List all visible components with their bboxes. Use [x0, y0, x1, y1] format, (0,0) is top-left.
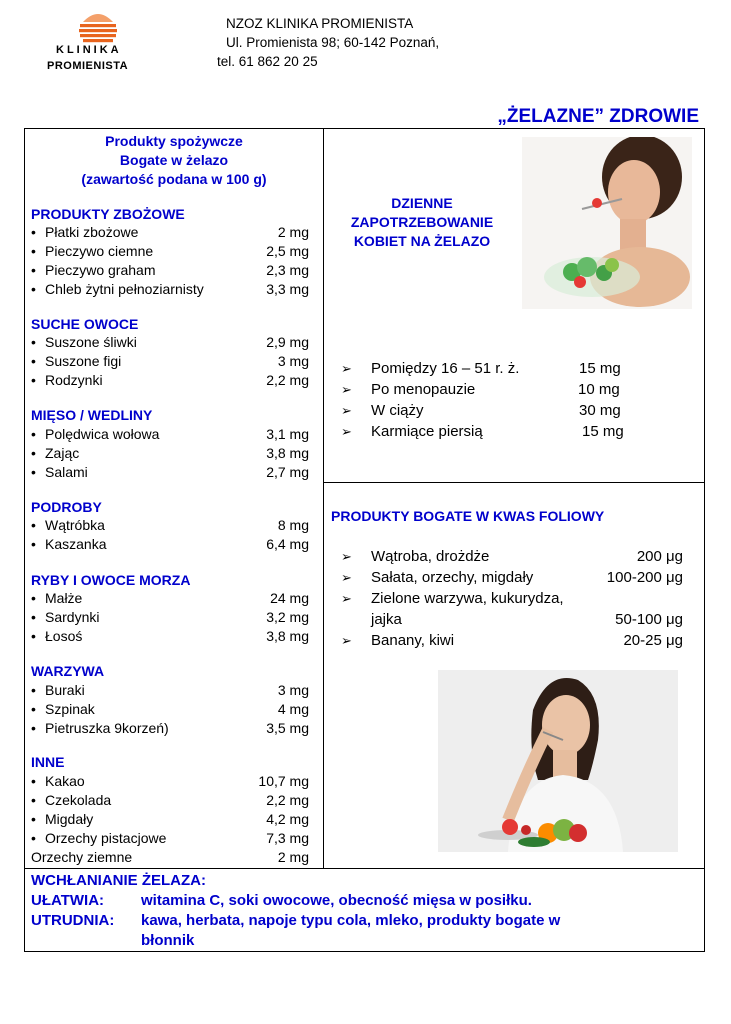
list-item [31, 608, 309, 627]
document-title: „ŻELAZNE” ZDROWIE [497, 106, 699, 127]
bullet: • [31, 372, 36, 388]
bullet: • [31, 590, 36, 606]
demand-value: 10 mg [578, 381, 620, 398]
woman-eating-salad-image [522, 137, 692, 309]
demand-value: 30 mg [579, 402, 621, 419]
item-name: Migdały [45, 811, 94, 827]
item-name: Chleb żytni pełnoziarnisty [45, 281, 204, 297]
demand-heading-line-3: KOBIET NA ŻELAZO [353, 233, 491, 249]
list-item [31, 810, 309, 829]
list-item [31, 772, 309, 791]
item-value: 3,5 mg [266, 720, 309, 736]
bullet: • [31, 701, 36, 717]
list-item [31, 719, 309, 738]
item-name: Małże [45, 590, 83, 606]
right-section-divider [323, 482, 705, 483]
folic-row [341, 630, 683, 651]
heading-line-3: (zawartość podana w 100 g) [81, 171, 267, 187]
list-item [31, 700, 309, 719]
helps-text: witamina C, soki owocowe, obecność mięsa w posiłku. [141, 892, 532, 909]
arrow-bullet-icon: ➢ [341, 633, 352, 648]
demand-label: Po menopauzie [371, 381, 476, 398]
folic-value: 100-200 μg [606, 569, 683, 586]
item-name: Łosoś [45, 628, 83, 644]
list-item [31, 791, 309, 810]
category-title: WARZYWA [31, 663, 105, 679]
arrow-bullet-icon: ➢ [341, 549, 352, 564]
folic-label: Sałata, orzechy, migdały [371, 569, 534, 586]
item-name: Zając [45, 445, 80, 461]
item-name: Orzechy pistacjowe [45, 830, 167, 846]
category-title: PRODUKTY ZBOŻOWE [31, 206, 185, 222]
logo-text-promienista: PROMIENISTA [47, 60, 129, 72]
item-value: 4 mg [277, 701, 309, 717]
list-item [31, 261, 309, 280]
item-name: Wątróbka [45, 517, 105, 533]
bullet: • [31, 353, 36, 369]
clinic-phone: tel. 61 862 20 25 [217, 54, 318, 69]
logo-text-klinika: KLINIKA [56, 44, 122, 56]
woman-with-vegetables-image [438, 670, 678, 852]
demand-row [341, 400, 631, 421]
arrow-bullet-icon: ➢ [341, 424, 352, 439]
category-title: SUCHE OWOCE [31, 316, 139, 332]
demand-row [341, 421, 631, 442]
absorption-heading: WCHŁANIANIE ŻELAZA: [31, 872, 206, 889]
folic-label: Zielone warzywa, kukurydza, [371, 590, 564, 607]
bullet: • [31, 811, 36, 827]
item-value: 4,2 mg [266, 811, 309, 827]
item-value: 8 mg [277, 517, 309, 533]
category-title: INNE [31, 754, 65, 770]
folic-value: 200 μg [636, 548, 683, 565]
list-item [31, 444, 309, 463]
iron-products-heading [32, 132, 316, 189]
demand-row [341, 379, 631, 400]
bullet: • [31, 334, 36, 350]
column-divider [323, 128, 324, 869]
hinders-text-line-2: błonnik [141, 932, 195, 949]
item-name: Salami [45, 464, 88, 480]
item-value: 3,3 mg [266, 281, 309, 297]
bullet: • [31, 792, 36, 808]
folic-acid-heading: PRODUKTY BOGATE W KWAS FOLIOWY [331, 508, 605, 524]
bullet: • [31, 281, 36, 297]
item-name: Polędwica wołowa [45, 426, 160, 442]
bullet: • [31, 262, 36, 278]
item-name: Orzechy ziemne [31, 849, 133, 865]
category-title: RYBY I OWOCE MORZA [31, 572, 191, 588]
list-item [31, 333, 309, 352]
item-value: 2 mg [277, 224, 309, 240]
bullet: • [31, 224, 36, 240]
item-value: 24 mg [270, 590, 309, 606]
clinic-name: NZOZ KLINIKA PROMIENISTA [226, 16, 414, 31]
daily-iron-demand-heading [330, 194, 514, 251]
bullet: • [31, 426, 36, 442]
bullet: • [31, 464, 36, 480]
item-name: Buraki [45, 682, 85, 698]
list-item [31, 463, 309, 482]
demand-value: 15 mg [582, 423, 624, 440]
list-item-extra [31, 848, 309, 867]
item-name: Kaszanka [45, 536, 107, 552]
arrow-bullet-icon: ➢ [341, 361, 352, 376]
item-value: 3,8 mg [266, 628, 309, 644]
folic-label: jajka [371, 611, 402, 628]
item-value: 2,7 mg [266, 464, 309, 480]
item-name: Płatki zbożowe [45, 224, 139, 240]
folic-row [341, 609, 683, 630]
item-value: 3 mg [277, 353, 309, 369]
hinders-label: UTRUDNIA: [31, 912, 115, 929]
category-title: PODROBY [31, 499, 102, 515]
item-name: Czekolada [45, 792, 112, 808]
item-name: Pieczywo ciemne [45, 243, 154, 259]
arrow-bullet-icon: ➢ [341, 403, 352, 418]
bullet: • [31, 609, 36, 625]
item-value: 2,5 mg [266, 243, 309, 259]
heading-line-2: Bogate w żelazo [119, 152, 229, 168]
list-item [31, 829, 309, 848]
demand-label: Karmiące piersią [371, 423, 483, 440]
item-value: 2,9 mg [266, 334, 309, 350]
bullet: • [31, 628, 36, 644]
arrow-bullet-icon: ➢ [341, 570, 352, 585]
list-item [31, 280, 309, 299]
list-item [31, 589, 309, 608]
demand-heading-line-1: DZIENNE [391, 195, 453, 211]
list-item [31, 627, 309, 646]
item-value: 3,8 mg [266, 445, 309, 461]
demand-label: Pomiędzy 16 – 51 r. ż. [371, 360, 520, 377]
item-value: 3,2 mg [266, 609, 309, 625]
item-value: 6,4 mg [266, 536, 309, 552]
item-name: Suszone śliwki [45, 334, 137, 350]
item-value: 2,3 mg [266, 262, 309, 278]
folic-value: 50-100 μg [615, 611, 683, 628]
heading-line-1: Produkty spożywcze [105, 133, 243, 149]
clinic-address: Ul. Promienista 98; 60-142 Poznań, [226, 35, 440, 50]
bullet: • [31, 445, 36, 461]
folic-label: Banany, kiwi [371, 632, 455, 649]
folic-row [341, 588, 683, 609]
item-name: Szpinak [45, 701, 95, 717]
absorption-divider [24, 868, 705, 869]
item-value: 3 mg [277, 682, 309, 698]
item-name: Kakao [45, 773, 85, 789]
list-item [31, 371, 309, 390]
bullet: • [31, 720, 36, 736]
list-item [31, 242, 309, 261]
bullet: • [31, 243, 36, 259]
list-item [31, 352, 309, 371]
arrow-bullet-icon: ➢ [341, 382, 352, 397]
bullet: • [31, 830, 36, 846]
folic-label: Wątroba, drożdże [371, 548, 490, 565]
folic-row [341, 546, 683, 567]
demand-heading-line-2: ZAPOTRZEBOWANIE [350, 214, 494, 230]
demand-label: W ciąży [371, 402, 424, 419]
item-value: 3,1 mg [266, 426, 309, 442]
bullet: • [31, 536, 36, 552]
demand-value: 15 mg [579, 360, 621, 377]
folic-value: 20-25 μg [623, 632, 683, 649]
item-value: 7,3 mg [266, 830, 309, 846]
list-item [31, 223, 309, 242]
arrow-bullet-icon: ➢ [341, 591, 352, 606]
list-item [31, 425, 309, 444]
list-item [31, 535, 309, 554]
bullet: • [31, 773, 36, 789]
item-value: 10,7 mg [258, 773, 309, 789]
clinic-logo-sun-icon [77, 12, 119, 45]
bullet: • [31, 682, 36, 698]
demand-row [341, 358, 631, 379]
item-name: Pieczywo graham [45, 262, 156, 278]
item-name: Rodzynki [45, 372, 103, 388]
folic-row [341, 567, 683, 588]
list-item [31, 516, 309, 535]
item-value: 2,2 mg [266, 792, 309, 808]
list-item [31, 681, 309, 700]
category-title: MIĘSO / WEDLINY [31, 407, 153, 423]
hinders-text-line-1: kawa, herbata, napoje typu cola, mleko, produkty bogate w [141, 912, 561, 929]
helps-label: UŁATWIA: [31, 892, 105, 909]
bullet: • [31, 517, 36, 533]
item-name: Suszone figi [45, 353, 122, 369]
item-value: 2,2 mg [266, 372, 309, 388]
item-name: Pietruszka 9korzeń) [45, 720, 169, 736]
item-value: 2 mg [277, 849, 309, 865]
item-name: Sardynki [45, 609, 100, 625]
